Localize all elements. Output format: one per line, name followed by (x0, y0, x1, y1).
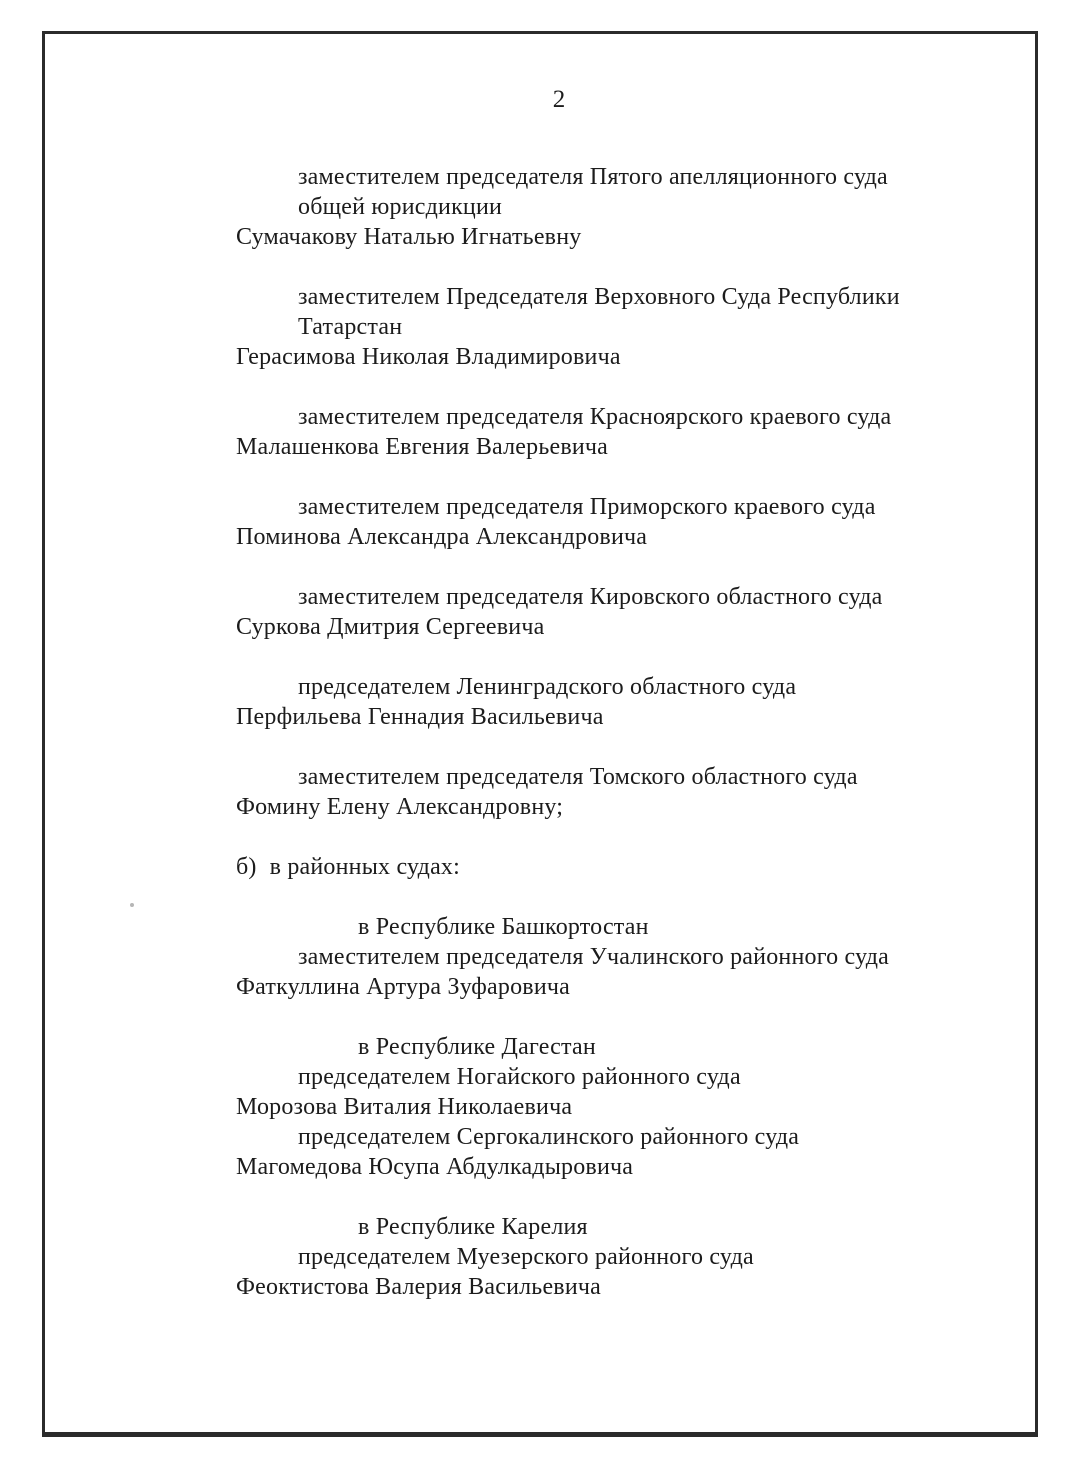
position-line: Татарстан (298, 314, 403, 340)
position-line: председателем Сергокалинского районного суда (298, 1124, 800, 1150)
section-line (236, 852, 978, 882)
section-heading (236, 852, 978, 882)
appointee-name: Герасимова Николая Владимировича (236, 344, 621, 370)
appointment-entry (236, 762, 978, 822)
appointee-name: Перфильева Геннадия Васильевича (236, 704, 604, 730)
position-line: председателем Муезерского районного суда (298, 1244, 754, 1270)
appointment-entry (236, 912, 978, 1002)
appointment-entry (236, 162, 978, 252)
appointee-name: Магомедова Юсупа Абдулкадыровича (236, 1154, 634, 1180)
position-line: заместителем председателя Учалинского районного суда (298, 944, 890, 970)
document-content (236, 162, 978, 1302)
appointee-name: Феоктистова Валерия Васильевича (236, 1274, 601, 1300)
scan-speck (130, 903, 134, 907)
region-heading: в Республике Дагестан (358, 1034, 596, 1060)
appointee-name: Фаткуллина Артура Зуфаровича (236, 974, 571, 1000)
region-heading: в Республике Карелия (358, 1214, 588, 1240)
position-line: заместителем председателя Приморского краевого суда (298, 494, 876, 520)
position-line: заместителем председателя Томского областного суда (298, 764, 858, 790)
appointee-name: Поминова Александра Александровича (236, 524, 648, 550)
appointee-name: Малашенкова Евгения Валерьевича (236, 434, 609, 460)
appointee-name: Сумачакову Наталью Игнатьевну (236, 224, 582, 250)
appointment-entry (236, 282, 978, 372)
position-line: председателем Ленинградского областного суда (298, 674, 797, 700)
section-label: б) (236, 854, 257, 880)
appointment-entry (236, 672, 978, 732)
appointment-entry (236, 1212, 978, 1302)
position-line: председателем Ногайского районного суда (298, 1064, 741, 1090)
appointee-name: Фомину Елену Александровну; (236, 794, 564, 820)
appointment-entry (236, 402, 978, 462)
appointee-name: Морозова Виталия Николаевича (236, 1094, 573, 1120)
appointee-name: Суркова Дмитрия Сергеевича (236, 614, 545, 640)
position-line: заместителем председателя Кировского областного суда (298, 584, 883, 610)
position-line: заместителем Председателя Верховного Суда Республики (298, 284, 900, 310)
page-number: 2 (552, 86, 566, 113)
position-line: заместителем председателя Красноярского краевого суда (298, 404, 892, 430)
appointment-entry (236, 582, 978, 642)
section-title: в районных судах: (269, 854, 461, 880)
appointment-entry (236, 1032, 978, 1182)
position-line: общей юрисдикции (298, 194, 503, 220)
appointment-entry (236, 492, 978, 552)
position-line: заместителем председателя Пятого апелляционного суда (298, 164, 888, 190)
region-heading: в Республике Башкортостан (358, 914, 649, 940)
